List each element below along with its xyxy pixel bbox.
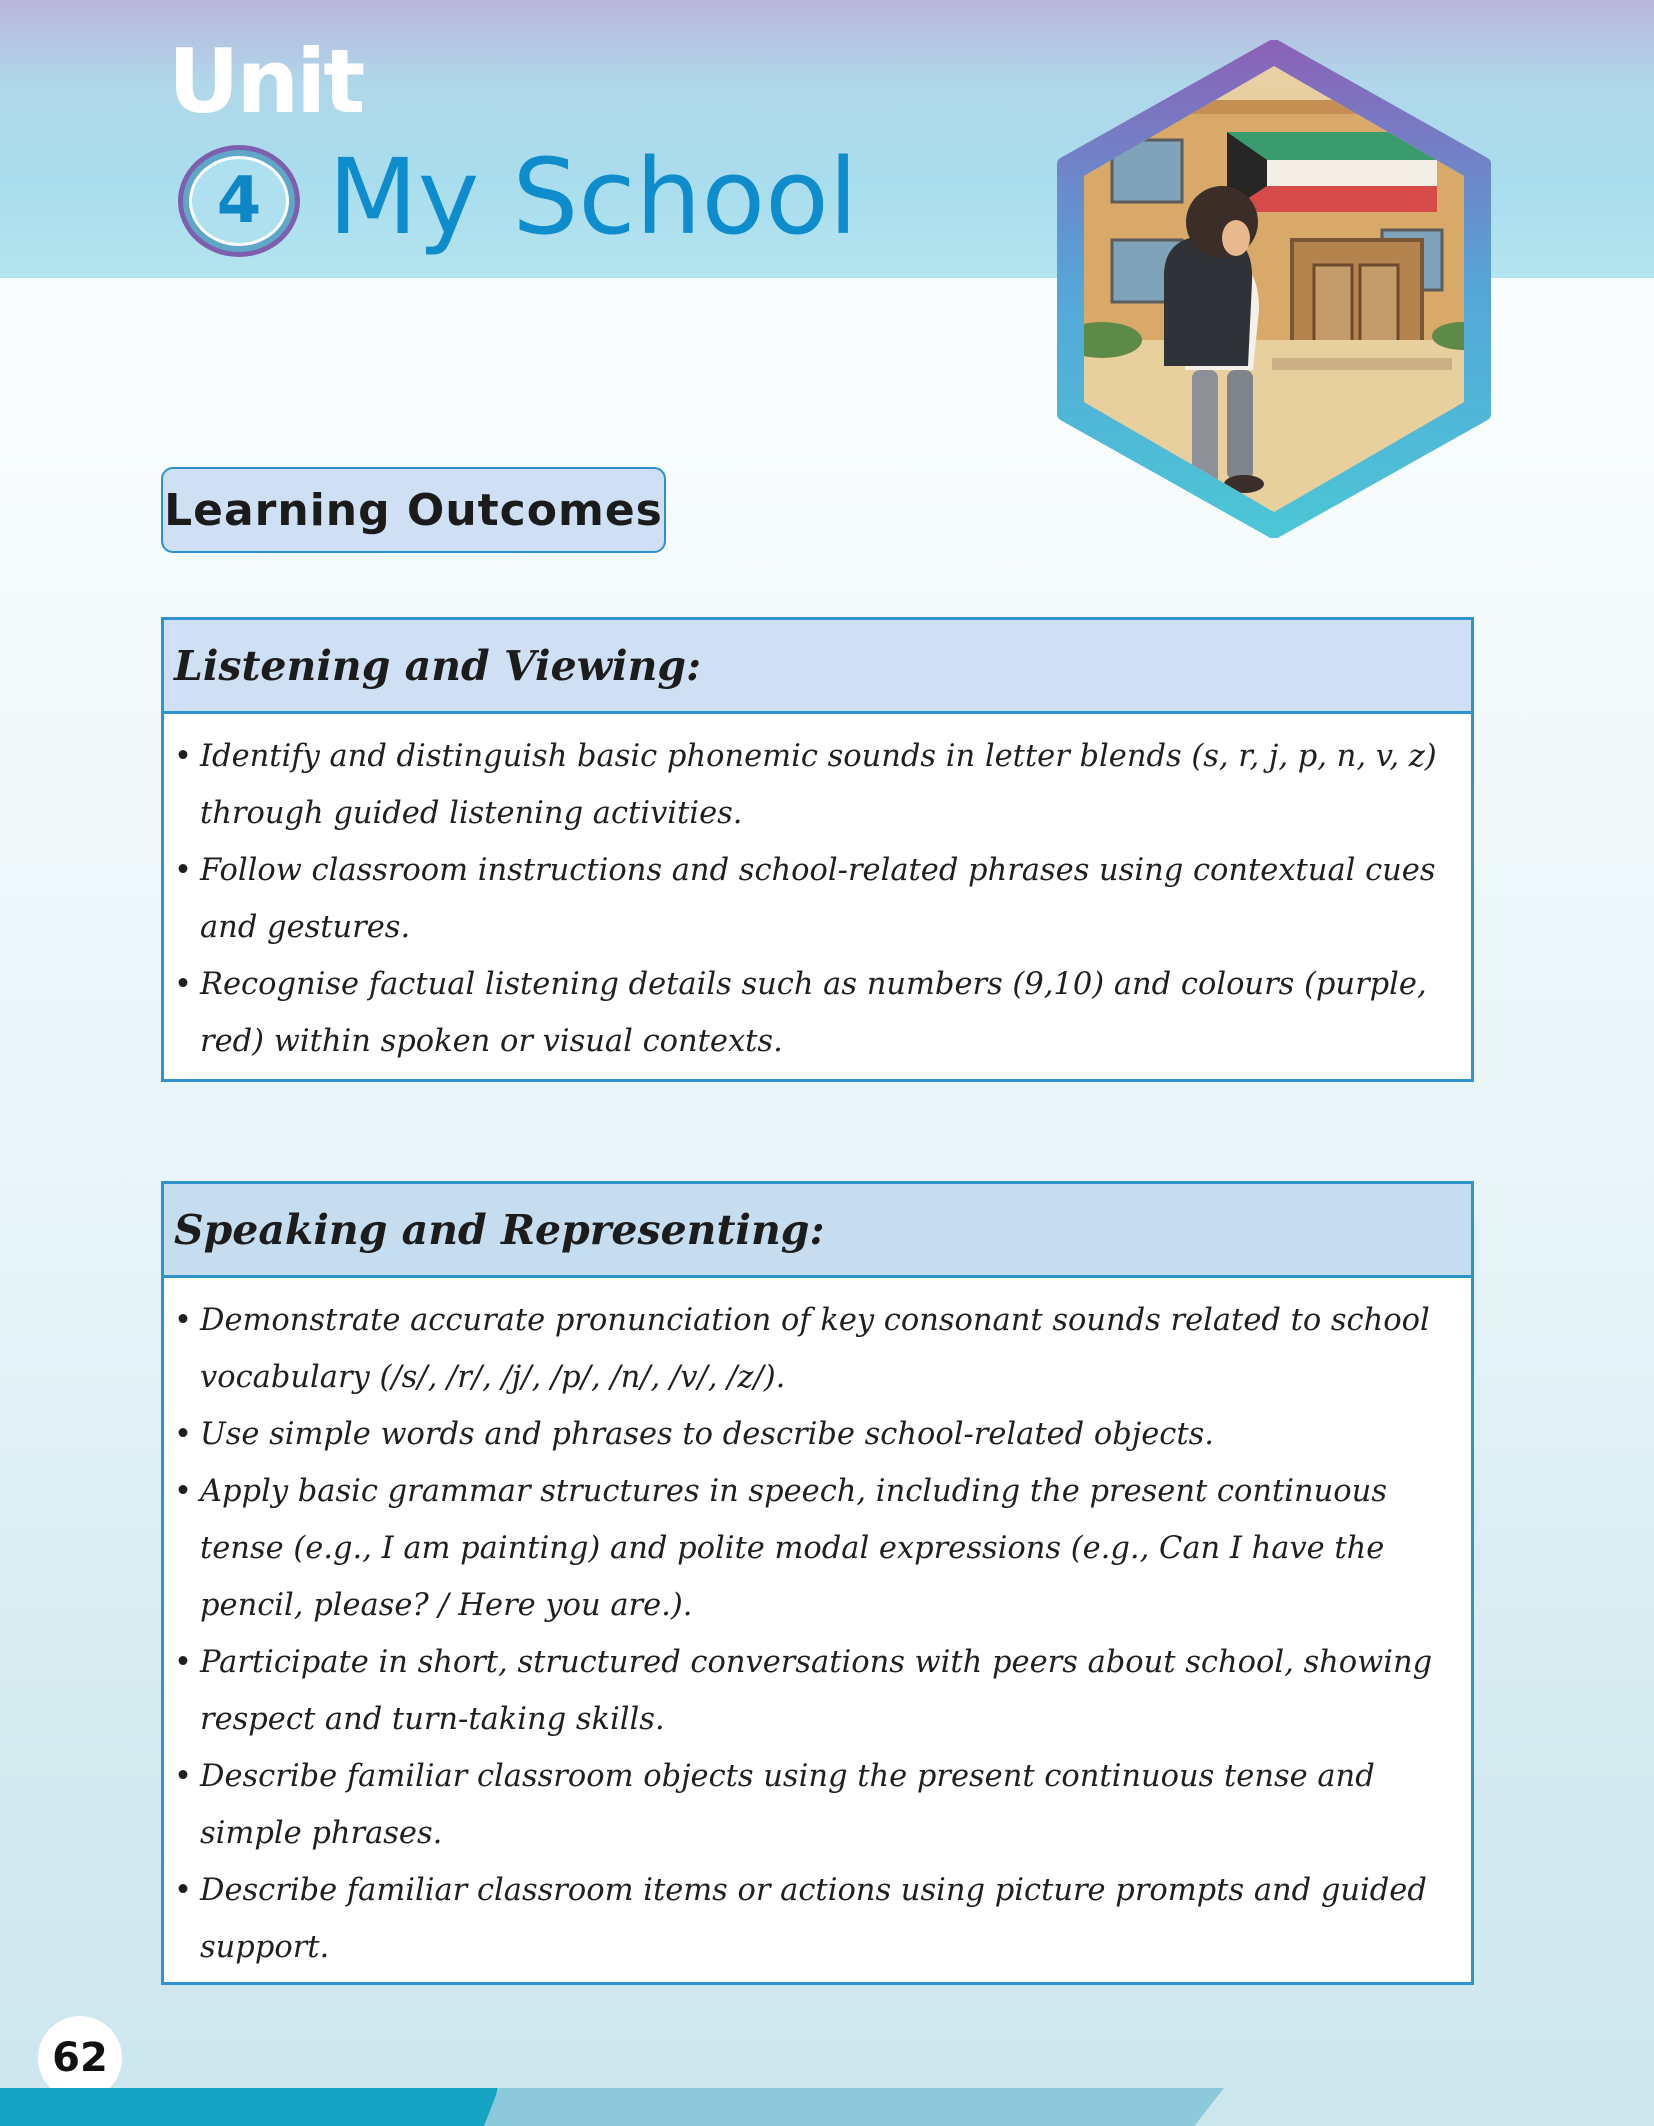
list-item: • Recognise factual listening details such as numbers (9,10) and colours (purple, red) within spoken or visual contexts. [174, 956, 1455, 1070]
boy-walking-to-school-illustration [1052, 40, 1496, 538]
unit-title: My School [328, 136, 858, 258]
listening-viewing-section [161, 617, 1474, 1082]
unit-number-badge [178, 145, 300, 257]
outcome-list [164, 1278, 1471, 1976]
speaking-representing-section [161, 1181, 1474, 1985]
footer-stripe-light [484, 2088, 1224, 2126]
learning-outcomes-label: Learning Outcomes [161, 467, 666, 553]
list-item: • Describe familiar classroom objects using the present continuous tense and simple phrases. [174, 1748, 1455, 1862]
list-item: • Follow classroom instructions and school-related phrases using contextual cues and gestures. [174, 842, 1455, 956]
list-item: • Participate in short, structured conversations with peers about school, showing respect and turn-taking skills. [174, 1634, 1455, 1748]
unit-label: Unit [168, 30, 363, 133]
list-item: • Demonstrate accurate pronunciation of key consonant sounds related to school vocabulary (/s/, /r/, /j/, /p/, /n/, /v/, /z/). [174, 1292, 1455, 1406]
list-item: • Describe familiar classroom items or actions using picture prompts and guided support. [174, 1862, 1455, 1976]
section-heading: Speaking and Representing: [164, 1184, 1471, 1278]
list-item: • Apply basic grammar structures in speech, including the present continuous tense (e.g., I am painting) and polite modal expressions (e.g., Can I have the pencil, please? / Here you are.). [174, 1463, 1455, 1634]
outcome-list [164, 714, 1471, 1070]
list-item: • Use simple words and phrases to describe school-related objects. [174, 1406, 1455, 1463]
page-number: 62 [38, 2016, 122, 2100]
section-heading: Listening and Viewing: [164, 620, 1471, 714]
list-item: • Identify and distinguish basic phonemic sounds in letter blends (s, r, j, p, n, v, z) through guided listening activities. [174, 728, 1455, 842]
unit-number: 4 [189, 156, 289, 246]
footer-stripe-dark [0, 2088, 498, 2126]
